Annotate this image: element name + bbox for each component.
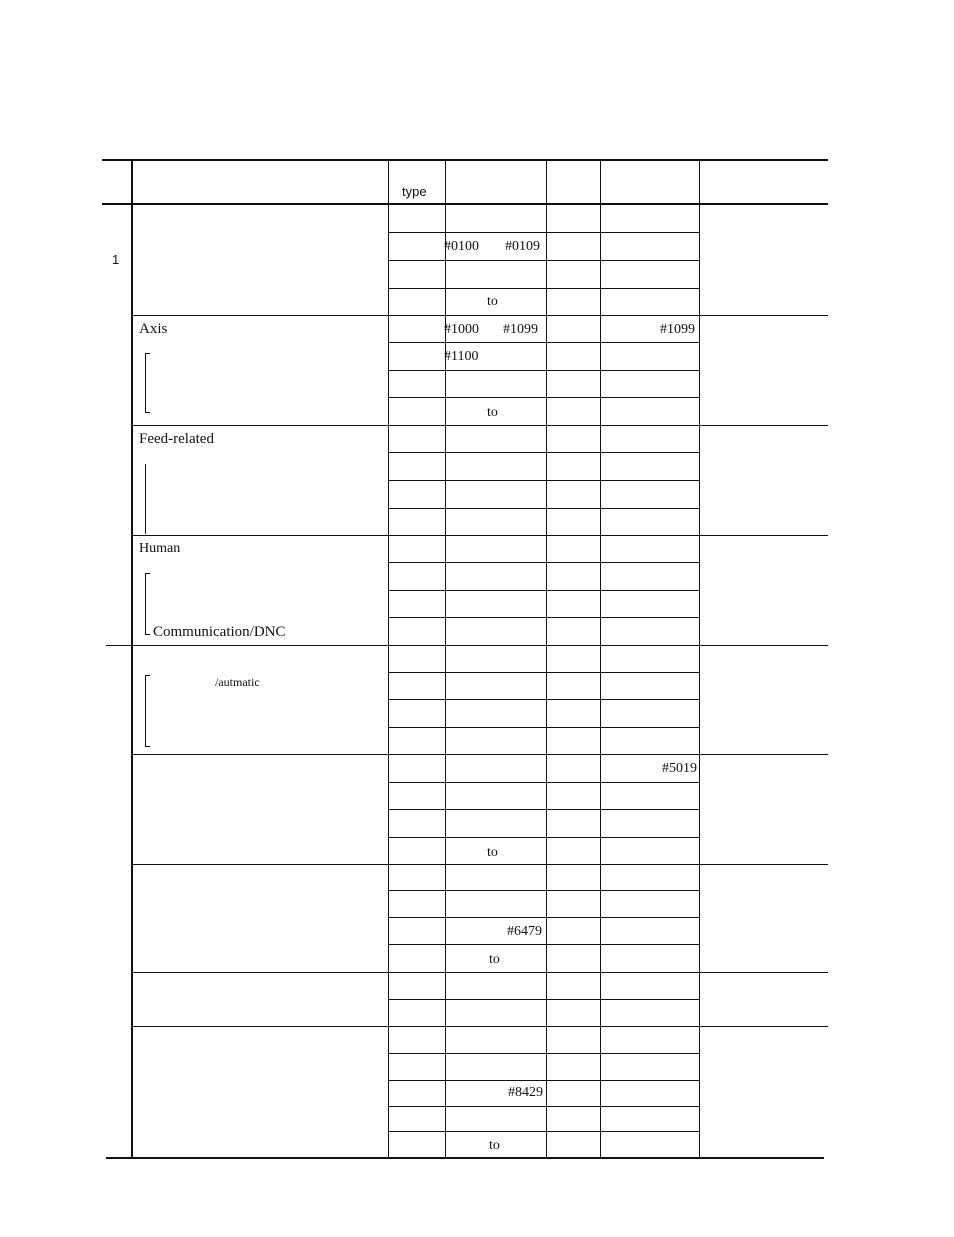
row-line: [388, 508, 700, 509]
group-border: [132, 972, 828, 973]
row-line: [388, 1053, 700, 1054]
g5000-num-right: #5019: [662, 761, 697, 776]
row-line: [388, 1106, 700, 1107]
axis-num-a: #1000: [444, 322, 479, 337]
auto-bracket-bottom: [145, 746, 150, 747]
g8000-num: #8429: [508, 1085, 543, 1100]
table-bottom-border: [106, 1157, 824, 1159]
row-line: [388, 288, 700, 289]
column-divider-e: [699, 159, 700, 1158]
row-line: [388, 727, 700, 728]
human-bracket-bottom: [145, 634, 150, 635]
row-line: [388, 999, 700, 1000]
row-line: [388, 617, 700, 618]
table-top-border: [102, 159, 828, 161]
row-line: [388, 672, 700, 673]
human-bracket: [145, 573, 146, 635]
human-bracket-top: [145, 573, 150, 574]
axis-bracket: [145, 353, 146, 413]
human-sub-label: Communication/DNC: [153, 624, 286, 640]
row-line: [388, 1131, 700, 1132]
row-line: [388, 944, 700, 945]
feed-label: Feed-related: [139, 431, 214, 447]
axis-label: Axis: [139, 321, 168, 337]
feed-bracket: [145, 464, 146, 534]
g6000-num: #6479: [507, 924, 542, 939]
row-line: [388, 699, 700, 700]
system-to: to: [487, 294, 498, 309]
axis-bracket-bottom: [145, 412, 150, 413]
row-line: [388, 452, 700, 453]
axis-num-right: #1099: [660, 322, 695, 337]
human-label: Human: [139, 541, 181, 556]
column-divider-main: [131, 159, 133, 1159]
group-border: [132, 645, 828, 646]
row-line: [388, 890, 700, 891]
system-num-b: #0109: [505, 239, 540, 254]
row-number: 1: [112, 252, 120, 267]
row-line: [388, 397, 700, 398]
row-line: [388, 342, 700, 343]
row-line: [388, 809, 700, 810]
row-line: [388, 837, 700, 838]
axis-num-c: #1100: [444, 349, 479, 364]
group-border: [132, 864, 828, 865]
column-divider-d: [600, 159, 601, 1158]
row-line: [388, 480, 700, 481]
group-border: [132, 425, 828, 426]
system-num-a: #0100: [444, 239, 479, 254]
auto-bracket: [145, 675, 146, 747]
axis-to: to: [487, 405, 498, 420]
column-divider-type: [388, 159, 389, 1158]
group-border: [132, 754, 828, 755]
row-line: [388, 260, 700, 261]
g8000-to: to: [489, 1138, 500, 1153]
row-line: [388, 917, 700, 918]
axis-bracket-top: [145, 353, 150, 354]
column-divider-number: [445, 159, 446, 1158]
row-line: [388, 562, 700, 563]
row-line: [388, 590, 700, 591]
header-bottom-border: [102, 203, 828, 205]
row-line: [388, 232, 700, 233]
group-border: [132, 535, 828, 536]
group-border: [132, 1026, 828, 1027]
g5000-to: to: [487, 845, 498, 860]
row-line: [388, 1080, 700, 1081]
row-line: [388, 782, 700, 783]
auto-bracket-top: [145, 675, 150, 676]
auto-label: /autmatic: [215, 675, 260, 689]
header-type: type: [402, 184, 427, 199]
column-divider-c: [546, 159, 547, 1158]
group-border: [132, 315, 828, 316]
row-line: [388, 370, 700, 371]
g6000-to: to: [489, 952, 500, 967]
axis-num-b: #1099: [503, 322, 538, 337]
left-tick: [106, 645, 132, 646]
